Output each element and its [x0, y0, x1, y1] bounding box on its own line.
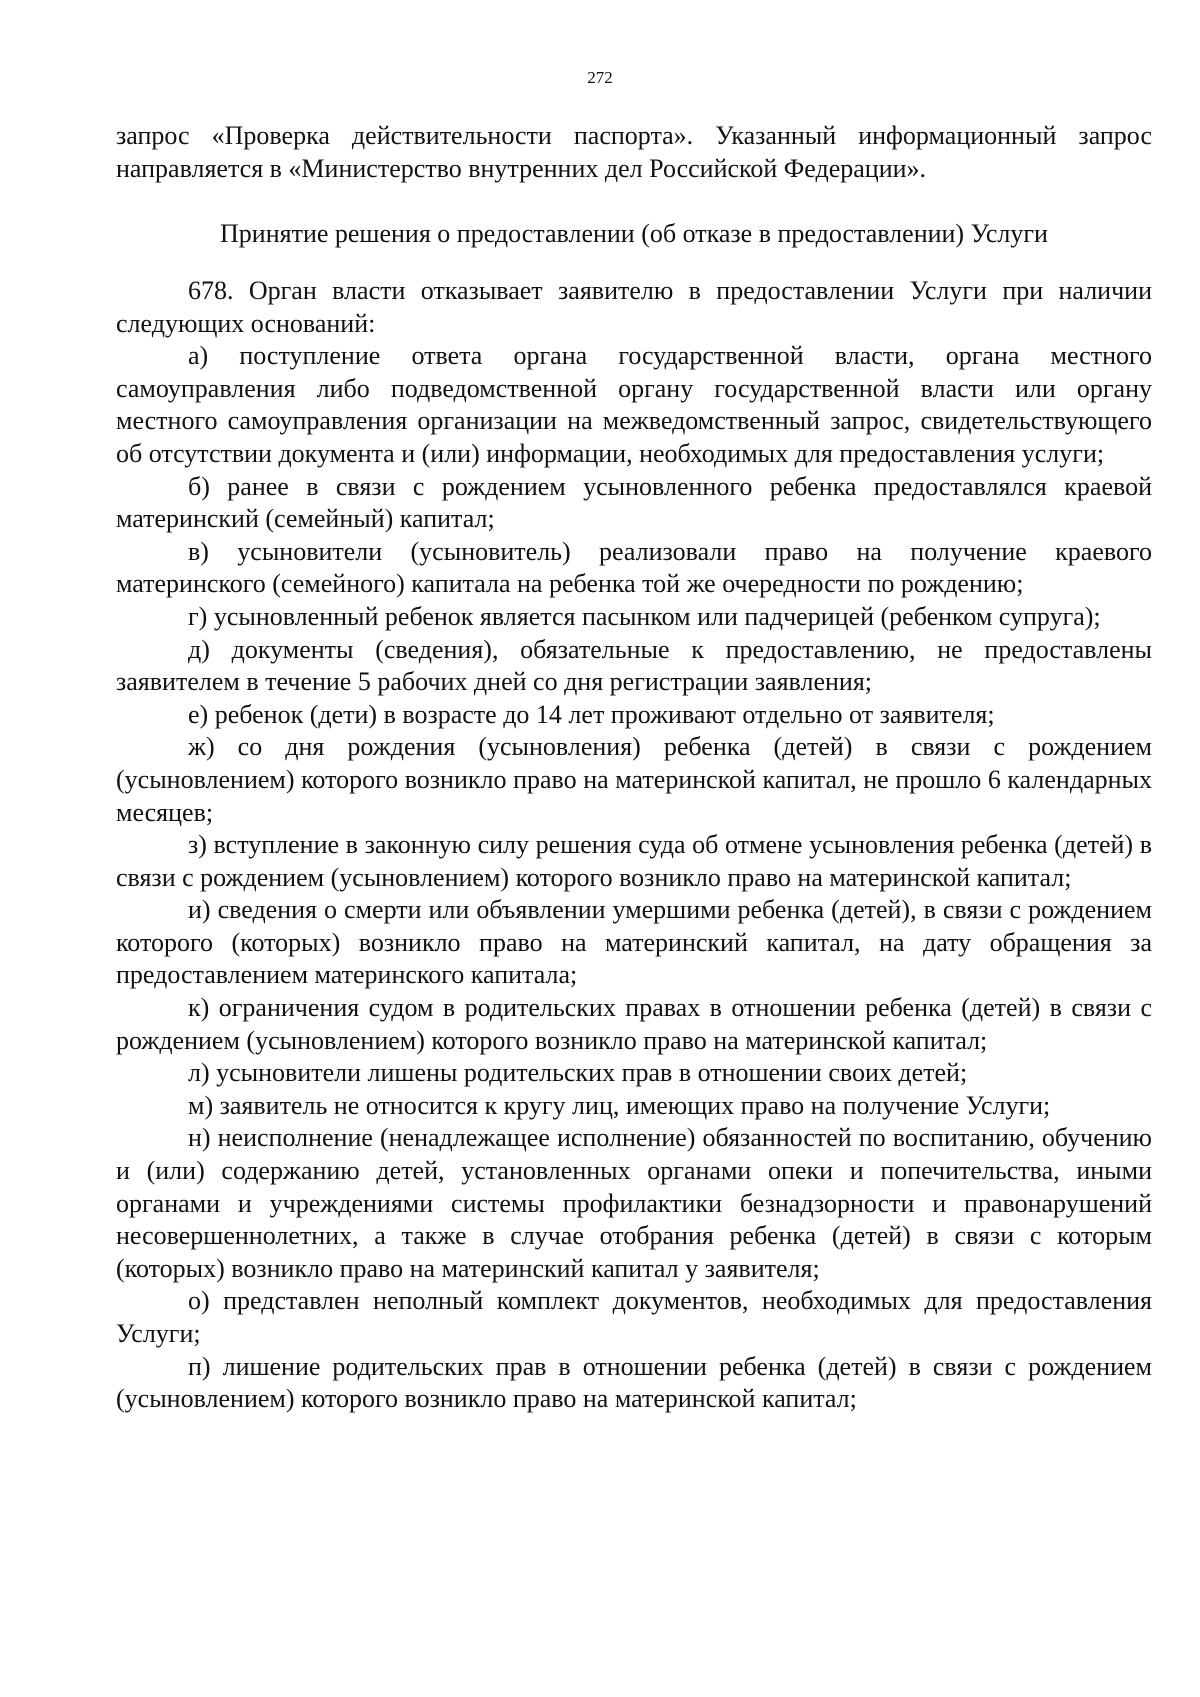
continuation-paragraph: запрос «Проверка действительности паспорта». Указанный информационный запрос направляется в «Министерство внутренних дел Российской Федерации».: [116, 121, 1152, 183]
list-item-e: е) ребенок (дети) в возрасте до 14 лет проживают отдельно от заявителя;: [188, 699, 995, 729]
list-item-d: д) документы (сведения), обязательные к предоставлению, не предоставлены заявителем в течение 5 рабочих дней со дня регистрации заявления;: [116, 634, 1152, 697]
list-item-i: и) сведения о смерти или объявлении умершими ребенка (детей), в связи с рождением которого (которых) возникло право на материнский капитал, на дату обращения за предоставлением материнского капитала;: [116, 895, 1152, 990]
paragraph-list: [116, 275, 1152, 1416]
list-item-v: в) усыновители (усыновитель) реализовали право на получение краевого материнского (семейного) капитала на ребенка той же очередности по рождению;: [116, 536, 1152, 599]
list-item-l: л) усыновители лишены родительских прав в отношении своих детей;: [188, 1058, 968, 1088]
paragraph-678: 678. Орган власти отказывает заявителю в предоставлении Услуги при наличии следующих оснований:: [116, 276, 1152, 338]
list-item-k: к) ограничения судом в родительских правах в отношении ребенка (детей) в связи с рождением (усыновлением) которого возникло право на материнской капитал;: [116, 993, 1152, 1055]
list-item-g: г) усыновленный ребенок является пасынком или падчерицей (ребенком супруга);: [188, 601, 1101, 631]
section-heading: Принятие решения о предоставлении (об отказе в предоставлении) Услуги: [220, 219, 1048, 248]
list-item-z: з) вступление в законную силу решения суда об отмене усыновления ребенка (детей) в связи с рождением (усыновлением) которого возникло право на материнской капитал;: [116, 830, 1152, 892]
list-item-zh: ж) со дня рождения (усыновления) ребенка (детей) в связи с рождением (усыновлением) которого возникло право на материнской капитал, не прошло 6 календарных месяцев;: [116, 732, 1152, 827]
list-item-o: о) представлен неполный комплект документов, необходимых для предоставления Услуги;: [116, 1286, 1152, 1348]
list-item-b: б) ранее в связи с рождением усыновленного ребенка предоставлялся краевой материнский (семейный) капитал;: [116, 471, 1152, 534]
list-item-n: н) неисполнение (ненадлежащее исполнение) обязанностей по воспитанию, обучению и (или) содержанию детей, установленных органами опеки и попечительства, иными органами и учреждениями системы профилактики безнадзорности и правонарушений несовершеннолетних, а также в случае отобрания ребенка (детей) в связи с которым (которых) возникло право на материнский капитал у заявителя;: [116, 1123, 1152, 1283]
page-number: 272: [587, 68, 613, 87]
list-item-a: а) поступление ответа органа государственной власти, органа местного самоуправления либо подведомственной органу государственной власти или органу местного самоуправления организации на межведомственный запрос, свидетельствующего об отсутствии документа и (или) информации, необходимых для предоставления услуги;: [116, 341, 1152, 468]
list-item-m: м) заявитель не относится к кругу лиц, имеющих право на получение Услуги;: [188, 1090, 1051, 1120]
list-item-p: п) лишение родительских прав в отношении ребенка (детей) в связи с рождением (усыновлением) которого возникло право на материнской капитал;: [116, 1351, 1152, 1414]
